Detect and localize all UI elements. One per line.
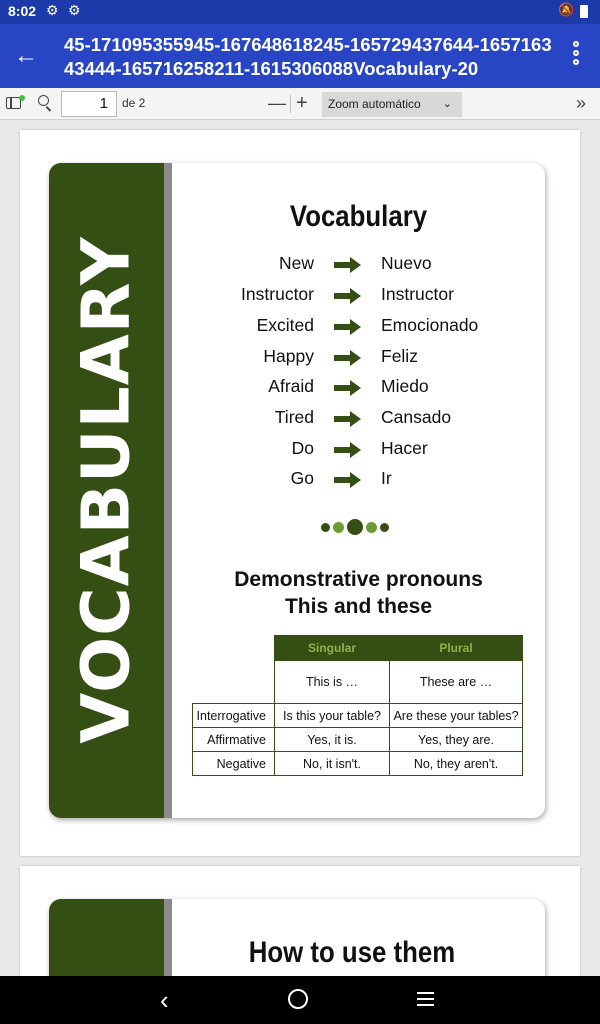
- vocab-row: [172, 253, 545, 277]
- arrow-right-icon: [334, 472, 362, 488]
- gear-icon: ⚙: [68, 2, 81, 18]
- vocab-english: Instructor: [241, 284, 314, 304]
- vocabulary-card: [49, 163, 545, 818]
- vocab-english: Tired: [274, 407, 314, 427]
- table-row: [193, 752, 523, 776]
- table-cell: Is this your table?: [275, 704, 390, 728]
- row-label: Negative: [193, 752, 275, 776]
- vocab-row: [172, 376, 545, 400]
- sidebar-toggle-icon[interactable]: [6, 95, 24, 111]
- vocab-row: [172, 468, 545, 492]
- page-number-input[interactable]: 1: [61, 91, 117, 117]
- vocab-english: New: [278, 253, 314, 273]
- gray-side-stripe: [164, 163, 172, 818]
- vocab-spanish: Ir: [381, 468, 392, 488]
- how-to-heading: How to use them: [248, 936, 456, 969]
- vocab-spanish: Emocionado: [381, 315, 479, 335]
- arrow-right-icon: [334, 442, 362, 458]
- table-cell: Yes, it is.: [275, 728, 390, 752]
- vocab-spanish: Miedo: [381, 376, 429, 396]
- more-tools-icon[interactable]: »: [576, 93, 587, 113]
- toolbar-separator: [290, 95, 291, 113]
- battery-icon: [580, 5, 588, 18]
- green-side-band: [49, 899, 164, 986]
- nav-home-icon[interactable]: [288, 989, 308, 1009]
- pdf-toolbar: [0, 88, 600, 120]
- pronouns-table: [192, 635, 523, 776]
- demonstrative-heading: [172, 566, 545, 620]
- table-cell: Are these your tables?: [390, 704, 523, 728]
- zoom-select-value: Zoom automático: [328, 97, 421, 111]
- how-to-card: [49, 899, 545, 986]
- vocab-spanish: Feliz: [381, 346, 418, 366]
- vocab-english: Excited: [256, 315, 314, 335]
- table-row: [193, 728, 523, 752]
- zoom-select[interactable]: [322, 92, 462, 117]
- navigation-bar: [0, 976, 600, 1024]
- column-header: Singular: [275, 636, 390, 661]
- chevron-down-icon: ⌄: [442, 98, 452, 110]
- table-row: [193, 704, 523, 728]
- arrow-right-icon: [334, 411, 362, 427]
- zoom-in-button[interactable]: +: [296, 92, 308, 114]
- vocab-row: [172, 315, 545, 339]
- row-label: Affirmative: [193, 728, 275, 752]
- arrow-right-icon: [334, 257, 362, 273]
- gear-icon: ⚙: [46, 2, 59, 18]
- pdf-page-2: [20, 866, 580, 986]
- status-bar: [0, 0, 600, 24]
- vocab-row: [172, 407, 545, 431]
- demonstrative-title: Demonstrative pronouns: [234, 568, 483, 591]
- dots-divider: [321, 518, 401, 536]
- notifications-off-icon: 🔕: [558, 2, 575, 17]
- arrow-right-icon: [334, 288, 362, 304]
- table-cell: No, they aren't.: [390, 752, 523, 776]
- document-title: 45-171095355945-167648618245-165729437644-165716343444-165716258211-1615306088Vocabulary-20: [64, 34, 552, 79]
- vocabulary-heading: Vocabulary: [289, 200, 428, 233]
- nav-recents-icon[interactable]: [417, 992, 434, 1010]
- overflow-menu-icon[interactable]: [564, 38, 588, 74]
- vocab-english: Happy: [263, 346, 314, 366]
- table-cell: This is …: [275, 661, 390, 704]
- arrow-right-icon: [334, 380, 362, 396]
- table-cell: Yes, they are.: [390, 728, 523, 752]
- app-bar: [0, 24, 600, 88]
- status-time: 8:02: [8, 3, 37, 19]
- back-arrow-icon[interactable]: ←: [14, 42, 38, 69]
- vocab-row: [172, 438, 545, 462]
- vocab-english: Afraid: [268, 376, 314, 396]
- zoom-out-button[interactable]: —: [268, 93, 286, 113]
- side-title: VOCABULARY: [67, 236, 145, 744]
- vocab-row: [172, 346, 545, 370]
- vocab-spanish: Nuevo: [381, 253, 432, 273]
- pdf-page-1: [20, 130, 580, 856]
- page-count: de 2: [122, 96, 146, 110]
- vocab-spanish: Instructor: [381, 284, 454, 304]
- demonstrative-subtitle: This and these: [284, 595, 433, 618]
- column-header: Plural: [390, 636, 523, 661]
- arrow-right-icon: [334, 319, 362, 335]
- table-cell: These are …: [390, 661, 523, 704]
- row-label: Interrogative: [193, 704, 275, 728]
- vocab-spanish: Cansado: [381, 407, 452, 427]
- vocab-row: [172, 284, 545, 308]
- gray-side-stripe: [164, 899, 172, 986]
- arrow-right-icon: [334, 350, 362, 366]
- vocab-english: Go: [290, 468, 314, 488]
- search-icon[interactable]: [38, 95, 54, 111]
- vocab-spanish: Hacer: [381, 438, 428, 458]
- nav-back-icon[interactable]: ‹: [160, 985, 169, 1015]
- vocab-english: Do: [291, 438, 314, 458]
- table-cell: No, it isn't.: [275, 752, 390, 776]
